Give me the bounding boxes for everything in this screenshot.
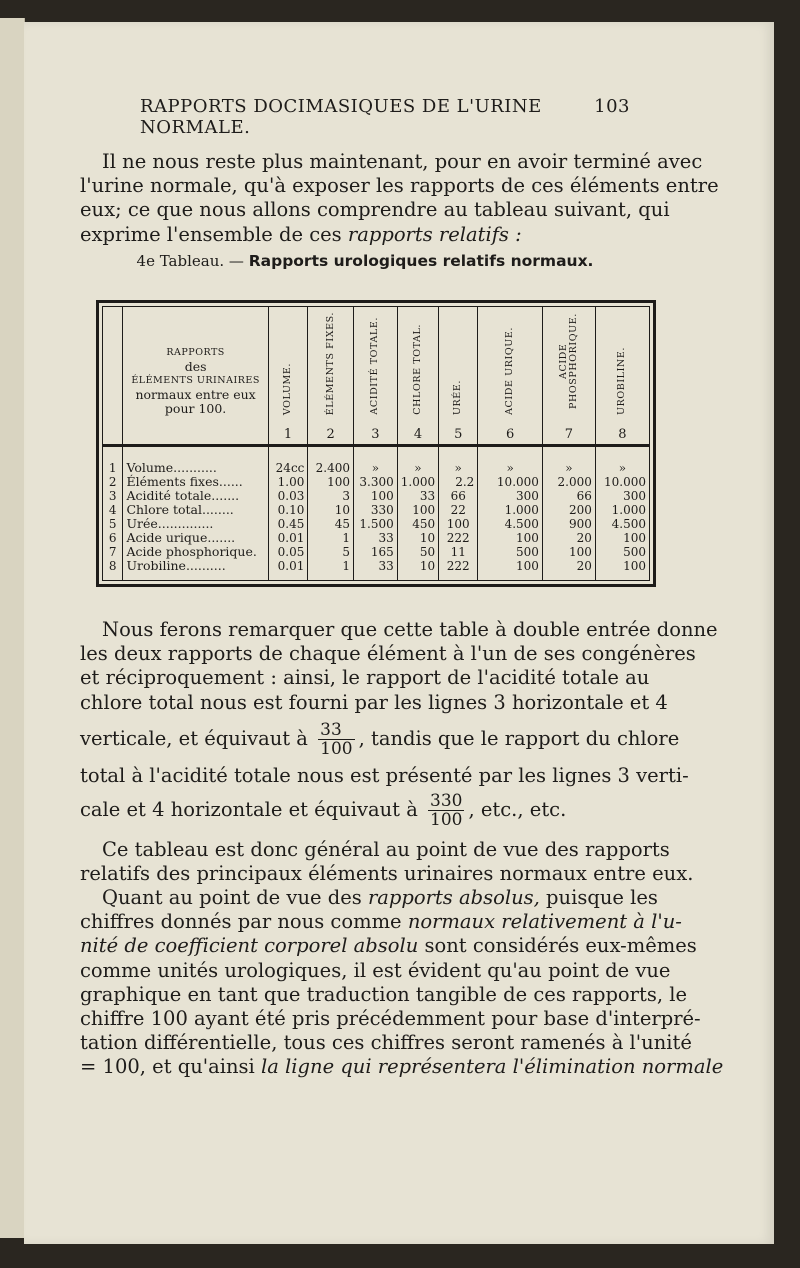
column-label: UROBILINE.: [616, 346, 628, 415]
italic-text: nité de coefficient corporel absolu: [80, 934, 419, 958]
column-number: 4: [413, 427, 423, 442]
table-cell: 45: [308, 517, 354, 531]
table-cell: 0.03: [268, 489, 308, 503]
table-cell: 0.45: [268, 517, 308, 531]
running-title: RAPPORTS DOCIMASIQUES DE L'URINE NORMALE.: [140, 96, 542, 138]
previous-page-edge: [0, 18, 25, 1238]
table-cell: 165: [354, 545, 398, 559]
table-inner-frame: [102, 306, 650, 581]
table-cell: 10: [308, 503, 354, 517]
table-cell: 450: [397, 517, 438, 531]
text-line: [80, 910, 682, 934]
text-span: exprime l'ensemble de ces: [80, 222, 342, 246]
text-line: chiffre 100 ayant été pris précédemment pour base d'interpré-: [80, 1007, 701, 1031]
text-line: comme unités urologiques, il est évident qu'au point de vue: [80, 958, 671, 982]
column-header-acide-phosphorique: [542, 307, 595, 446]
row-header-line: RAPPORTS: [166, 347, 225, 358]
table-cell: 33: [354, 559, 398, 580]
text-span: cale et 4 horizontale et équivaut à: [80, 798, 418, 822]
column-number: 1: [283, 427, 293, 442]
table-cell: 1.000: [478, 503, 543, 517]
table-cell: 66: [542, 489, 595, 503]
italic-text: rapports relatifs :: [347, 222, 522, 246]
text-span: Quant au point de vue des: [102, 886, 362, 909]
text-span: verticale, et équivaut à: [80, 726, 308, 750]
table-cell: 33: [397, 489, 438, 503]
rapports-table: [103, 307, 649, 580]
table-cell: 300: [478, 489, 543, 503]
table-cell: 4.500: [595, 517, 649, 531]
row-label: Urobiline..........: [123, 559, 268, 580]
caption-title: Rapports urologiques relatifs normaux.: [248, 252, 594, 270]
table-frame: [96, 300, 656, 587]
table-cell: 1.500: [354, 517, 398, 531]
fraction: [428, 792, 464, 829]
row-label: Éléments fixes......: [123, 475, 268, 489]
table-cell: 100: [354, 489, 398, 503]
table-header-row: [103, 307, 649, 446]
table-cell: 20: [542, 531, 595, 545]
fraction-denominator: 100: [320, 738, 353, 759]
table-cell: 1.000: [397, 475, 438, 489]
column-number: 7: [564, 427, 574, 442]
column-header-acide-urique: [478, 307, 543, 446]
table-cell: 3: [308, 489, 354, 503]
italic-text: la ligne qui représentera l'élimination normale: [261, 1055, 724, 1079]
table-row: [103, 489, 649, 503]
table-cell: 0.01: [268, 559, 308, 580]
table-cell: 500: [478, 545, 543, 559]
text-line: graphique en tant que traduction tangible de ces rapports, le: [80, 982, 688, 1006]
text-line: relatifs des principaux éléments urinaires normaux entre eux.: [80, 862, 694, 886]
text-line: Ce tableau est donc général au point de vue des rapports: [102, 838, 670, 861]
text-span: , etc., etc.: [468, 798, 567, 822]
table-cell: 2.2: [439, 475, 478, 489]
table-cell: 1.000: [595, 503, 649, 517]
text-line: [80, 719, 680, 759]
row-header-line: pour 100.: [164, 401, 227, 416]
text-line: [80, 886, 658, 910]
table-cell: »: [354, 446, 398, 476]
table-cell: 0.05: [268, 545, 308, 559]
column-number: 8: [618, 427, 627, 442]
table-cell: 300: [595, 489, 649, 503]
column-number: 5: [454, 427, 463, 442]
table-cell: 2.000: [542, 475, 595, 489]
table-cell: 100: [595, 559, 649, 580]
column-label: ACIDE URIQUE.: [504, 327, 516, 415]
column-label: ÉLÉMENTS FIXES.: [324, 311, 336, 415]
fraction-numerator: 33: [318, 721, 354, 740]
table-cell: 1: [308, 531, 354, 545]
row-label: Acidité totale.......: [123, 489, 268, 503]
row-index: 7: [108, 545, 117, 559]
row-label: Chlore total........: [123, 503, 268, 517]
row-label: Acide phosphorique.: [123, 545, 268, 559]
fraction: [318, 721, 354, 758]
text-line: [80, 934, 697, 958]
table-cell: »: [595, 446, 649, 476]
table-cell: 100: [308, 475, 354, 489]
table-cell: 100: [595, 531, 649, 545]
italic-text: rapports absolus,: [367, 886, 540, 909]
table-cell: 100: [478, 531, 543, 545]
table-row: [103, 559, 649, 580]
row-index: 3: [108, 489, 117, 503]
row-header-line: normaux entre eux: [135, 387, 256, 402]
table-cell: 500: [595, 545, 649, 559]
italic-text: normaux relativement à l'u-: [407, 910, 682, 934]
fraction-numerator: 330: [430, 791, 463, 812]
text-line: eux; ce que nous allons comprendre au tableau suivant, qui: [80, 198, 670, 222]
running-head: [140, 96, 630, 138]
table-cell: 330: [354, 503, 398, 517]
table-cell: 0.01: [268, 531, 308, 545]
table-cell: 10.000: [595, 475, 649, 489]
paragraph-absolute: [80, 886, 724, 1080]
column-header-volume: [268, 307, 308, 446]
text-line: Il ne nous reste plus maintenant, pour en avoir terminé avec: [102, 150, 703, 173]
table-cell: 33: [354, 531, 398, 545]
table-cell: 10.000: [478, 475, 543, 489]
table-cell: 100: [478, 559, 543, 580]
text-line: [80, 792, 632, 829]
column-label: VOLUME.: [282, 362, 294, 415]
row-index: 2: [108, 475, 117, 489]
text-line: les deux rapports de chaque élément à l'un de ses congénères: [80, 642, 696, 666]
table-cell: »: [397, 446, 438, 476]
table-caption: [130, 252, 600, 270]
table-cell: »: [478, 446, 543, 476]
row-index: 8: [108, 559, 117, 573]
fraction-denominator: 100: [430, 810, 463, 831]
table-cell: 222: [439, 559, 478, 580]
table-cell: 10: [397, 531, 438, 545]
column-header-acidite-totale: [354, 307, 398, 446]
column-label: ACIDE PHOSPHORIQUE.: [557, 313, 579, 409]
text-span: = 100, et qu'ainsi: [80, 1055, 255, 1079]
table-cell: 222: [439, 531, 478, 545]
row-header: [123, 307, 268, 446]
text-line: [80, 223, 632, 247]
table-cell: 0.10: [268, 503, 308, 517]
row-label: Urée..............: [123, 517, 268, 531]
table-row: [103, 446, 649, 476]
column-number: 6: [505, 427, 515, 442]
row-index: 4: [108, 503, 117, 517]
column-header-uree: [439, 307, 478, 446]
row-index: 5: [108, 517, 117, 531]
text-span: puisque les: [546, 886, 658, 909]
text-span: , tandis que le rapport du chlore: [358, 726, 680, 750]
table-cell: »: [439, 446, 478, 476]
row-header-line: ÉLÉMENTS URINAIRES: [131, 375, 260, 386]
table-row: [103, 531, 649, 545]
table-cell: 4.500: [478, 517, 543, 531]
column-number: 3: [371, 427, 380, 442]
column-header-elements-fixes: [308, 307, 354, 446]
paragraph-double-entry: [80, 618, 718, 831]
table-row: [103, 503, 649, 517]
text-line: l'urine normale, qu'à exposer les rapports de ces éléments entre: [80, 174, 719, 198]
paragraph-general: [80, 838, 694, 886]
table-cell: 10: [397, 559, 438, 580]
text-span: sont considérés eux-mêmes: [424, 934, 697, 958]
text-line: et réciproquement : ainsi, le rapport de l'acidité totale au: [80, 666, 650, 690]
row-index: 6: [108, 531, 117, 545]
caption-prefix: 4e Tableau. —: [136, 252, 244, 270]
table-cell: 100: [397, 503, 438, 517]
text-line: chlore total nous est fourni par les lignes 3 horizontale et 4: [80, 690, 668, 714]
table-cell: 1: [308, 559, 354, 580]
table-row: [103, 475, 649, 489]
table-cell: 100: [439, 517, 478, 531]
table-cell: 11: [439, 545, 478, 559]
column-header-urobiline: [595, 307, 649, 446]
column-label: CHLORE TOTAL.: [411, 324, 423, 415]
table-row: [103, 545, 649, 559]
table-cell: 24cc: [268, 446, 308, 476]
table-cell: 2.400: [308, 446, 354, 476]
text-line: tation différentielle, tous ces chiffres seront ramenés à l'unité: [80, 1031, 692, 1055]
table-cell: 50: [397, 545, 438, 559]
row-label: Acide urique.......: [123, 531, 268, 545]
column-number: 2: [326, 427, 335, 442]
index-header: [103, 307, 123, 446]
intro-paragraph: [80, 150, 719, 247]
table-cell: 900: [542, 517, 595, 531]
page-number: 103: [594, 96, 630, 117]
column-header-chlore-total: [397, 307, 438, 446]
row-index: 1: [108, 461, 117, 475]
table-cell: 22: [439, 503, 478, 517]
column-label: ACIDITÉ TOTALE.: [369, 317, 381, 415]
text-line: total à l'acidité totale nous est présenté par les lignes 3 verti-: [80, 763, 689, 787]
column-label: URÉE.: [452, 379, 464, 415]
table-cell: 5: [308, 545, 354, 559]
table-cell: »: [542, 446, 595, 476]
table-cell: 20: [542, 559, 595, 580]
table-cell: 100: [542, 545, 595, 559]
table-cell: 200: [542, 503, 595, 517]
text-line: [80, 1055, 724, 1079]
row-header-line: des: [184, 359, 207, 374]
table-cell: 1.00: [268, 475, 308, 489]
table-cell: 66: [439, 489, 478, 503]
row-label: Volume...........: [123, 446, 268, 476]
text-line: Nous ferons remarquer que cette table à double entrée donne: [102, 618, 718, 641]
table-row: [103, 517, 649, 531]
table-cell: 3.300: [354, 475, 398, 489]
text-span: chiffres donnés par nous comme: [80, 910, 402, 934]
